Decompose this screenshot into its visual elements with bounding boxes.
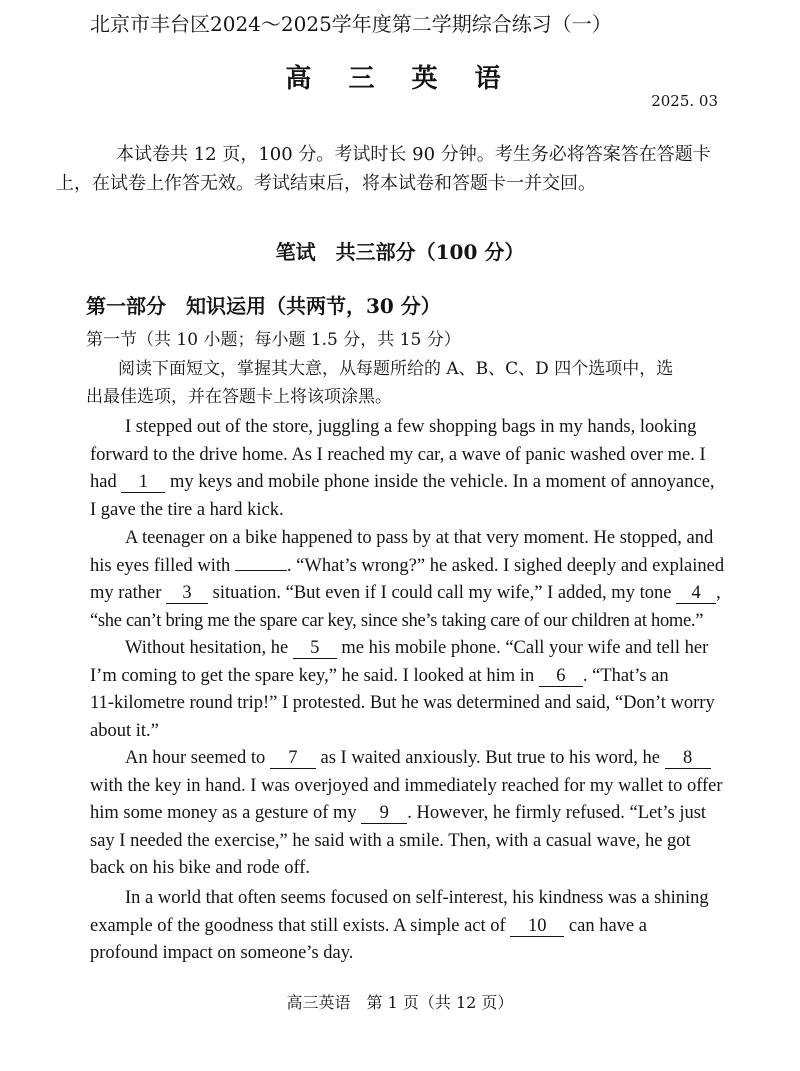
passage-line: with the key in hand. I was overjoyed and immediately reached for my wallet to offer xyxy=(90,775,723,796)
subject-title: 高 三 英 语 xyxy=(285,64,515,94)
passage-line xyxy=(90,580,730,608)
passage-text: my rather xyxy=(90,583,167,603)
passage-paragraph-1 xyxy=(90,414,730,524)
passage-text: . However, he firmly refused. “Let’s just xyxy=(407,803,707,823)
passage-line xyxy=(90,800,730,828)
passage-text: my keys and mobile phone inside the vehicle. In a moment of annoyance, xyxy=(165,472,715,492)
passage-line xyxy=(90,663,730,691)
directions-line: 阅读下面短文，掌握其大意，从每题所给的 A、B、C、D 四个选项中，选 xyxy=(118,359,674,379)
passage-text: example of the goodness that still exists. A simple act of xyxy=(90,915,511,936)
passage-line: 11-kilometre round trip!” I protested. But he was determined and said, “Don’t worry xyxy=(90,693,715,713)
passage-paragraph-3 xyxy=(90,635,730,745)
directions xyxy=(86,355,726,411)
passage-line xyxy=(90,745,730,773)
blank-7: 7 xyxy=(270,748,316,769)
passage-text: . “What’s wrong?” he asked. I sighed deeply and explained xyxy=(286,555,725,576)
passage-line xyxy=(90,913,730,941)
blank-3: 3 xyxy=(166,583,208,604)
blank-6: 6 xyxy=(539,666,583,687)
passage-text: as I waited anxiously. But true to his word, he xyxy=(315,748,665,768)
directions-line: 出最佳选项，并在答题卡上将该项涂黑。 xyxy=(86,387,392,407)
passage-line: “she can’t bring me the spare car key, since she’s taking care of our children at home.” xyxy=(90,610,704,631)
passage-text: An hour seemed to xyxy=(125,748,270,768)
blank-2 xyxy=(235,570,287,571)
exam-header-title: 北京市丰台区2024～2025学年度第二学期综合练习（一） xyxy=(90,12,612,36)
passage-line: I gave the tire a hard kick. xyxy=(90,499,284,520)
blank-4: 4 xyxy=(676,583,716,604)
passage-text: can have a xyxy=(564,915,647,936)
passage-line: I stepped out of the store, juggling a few shopping bags in my hands, looking xyxy=(125,417,697,437)
page-footer: 高三英语 第 1 页（共 12 页） xyxy=(286,993,514,1012)
passage-text: situation. “But even if I could call my wife,” I added, my tone xyxy=(208,583,677,603)
instructions-line: 本试卷共 12 页，100 分。考试时长 90 分钟。考生务必将答案答在答题卡 xyxy=(116,144,711,165)
passage-text: his eyes filled with xyxy=(90,555,235,576)
passage-line: A teenager on a bike happened to pass by at that very moment. He stopped, and xyxy=(125,528,714,548)
exam-date: 2025. 03 xyxy=(651,92,718,110)
passage-paragraph-2 xyxy=(90,525,730,635)
blank-8: 8 xyxy=(665,748,711,769)
passage-line: back on his bike and rode off. xyxy=(90,858,311,878)
passage-text: Without hesitation, he xyxy=(125,638,293,658)
blank-1: 1 xyxy=(121,472,165,493)
passage-text: , xyxy=(716,583,721,603)
instructions-line: 上，在试卷上作答无效。考试结束后，将本试卷和答题卡一并交回。 xyxy=(56,173,596,194)
passage-line: about it.” xyxy=(90,720,159,741)
passage-line xyxy=(90,635,730,663)
passage-text: I’m coming to get the spare key,” he said. I looked at him in xyxy=(90,665,539,686)
blank-10: 10 xyxy=(510,916,564,937)
passage-line: profound impact on someone’s day. xyxy=(90,943,354,963)
passage-line: forward to the drive home. As I reached my car, a wave of panic washed over me. I xyxy=(90,444,706,465)
passage-paragraph-5 xyxy=(90,885,730,968)
passage-text: . “That’s an xyxy=(582,665,669,686)
part-title: 第一部分 知识运用（共两节，30 分） xyxy=(86,294,441,318)
passage-text: him some money as a gesture of my xyxy=(90,803,362,823)
passage-text: me his mobile phone. “Call your wife and tell her xyxy=(336,638,709,658)
passage-line: In a world that often seems focused on self-interest, his kindness was a shining xyxy=(125,888,709,908)
passage-line xyxy=(90,553,730,581)
instructions xyxy=(56,140,726,198)
passage-line: say I needed the exercise,” he said with a smile. Then, with a casual wave, he got xyxy=(90,830,691,851)
passage-line xyxy=(90,469,730,497)
subsection-title: 第一节（共 10 小题；每小题 1.5 分，共 15 分） xyxy=(86,330,461,350)
passage-paragraph-4 xyxy=(90,745,730,883)
passage-text: had xyxy=(90,472,122,492)
section-title: 笔试 共三部分（100 分） xyxy=(275,240,525,264)
blank-9: 9 xyxy=(361,803,407,824)
blank-5: 5 xyxy=(293,638,337,659)
